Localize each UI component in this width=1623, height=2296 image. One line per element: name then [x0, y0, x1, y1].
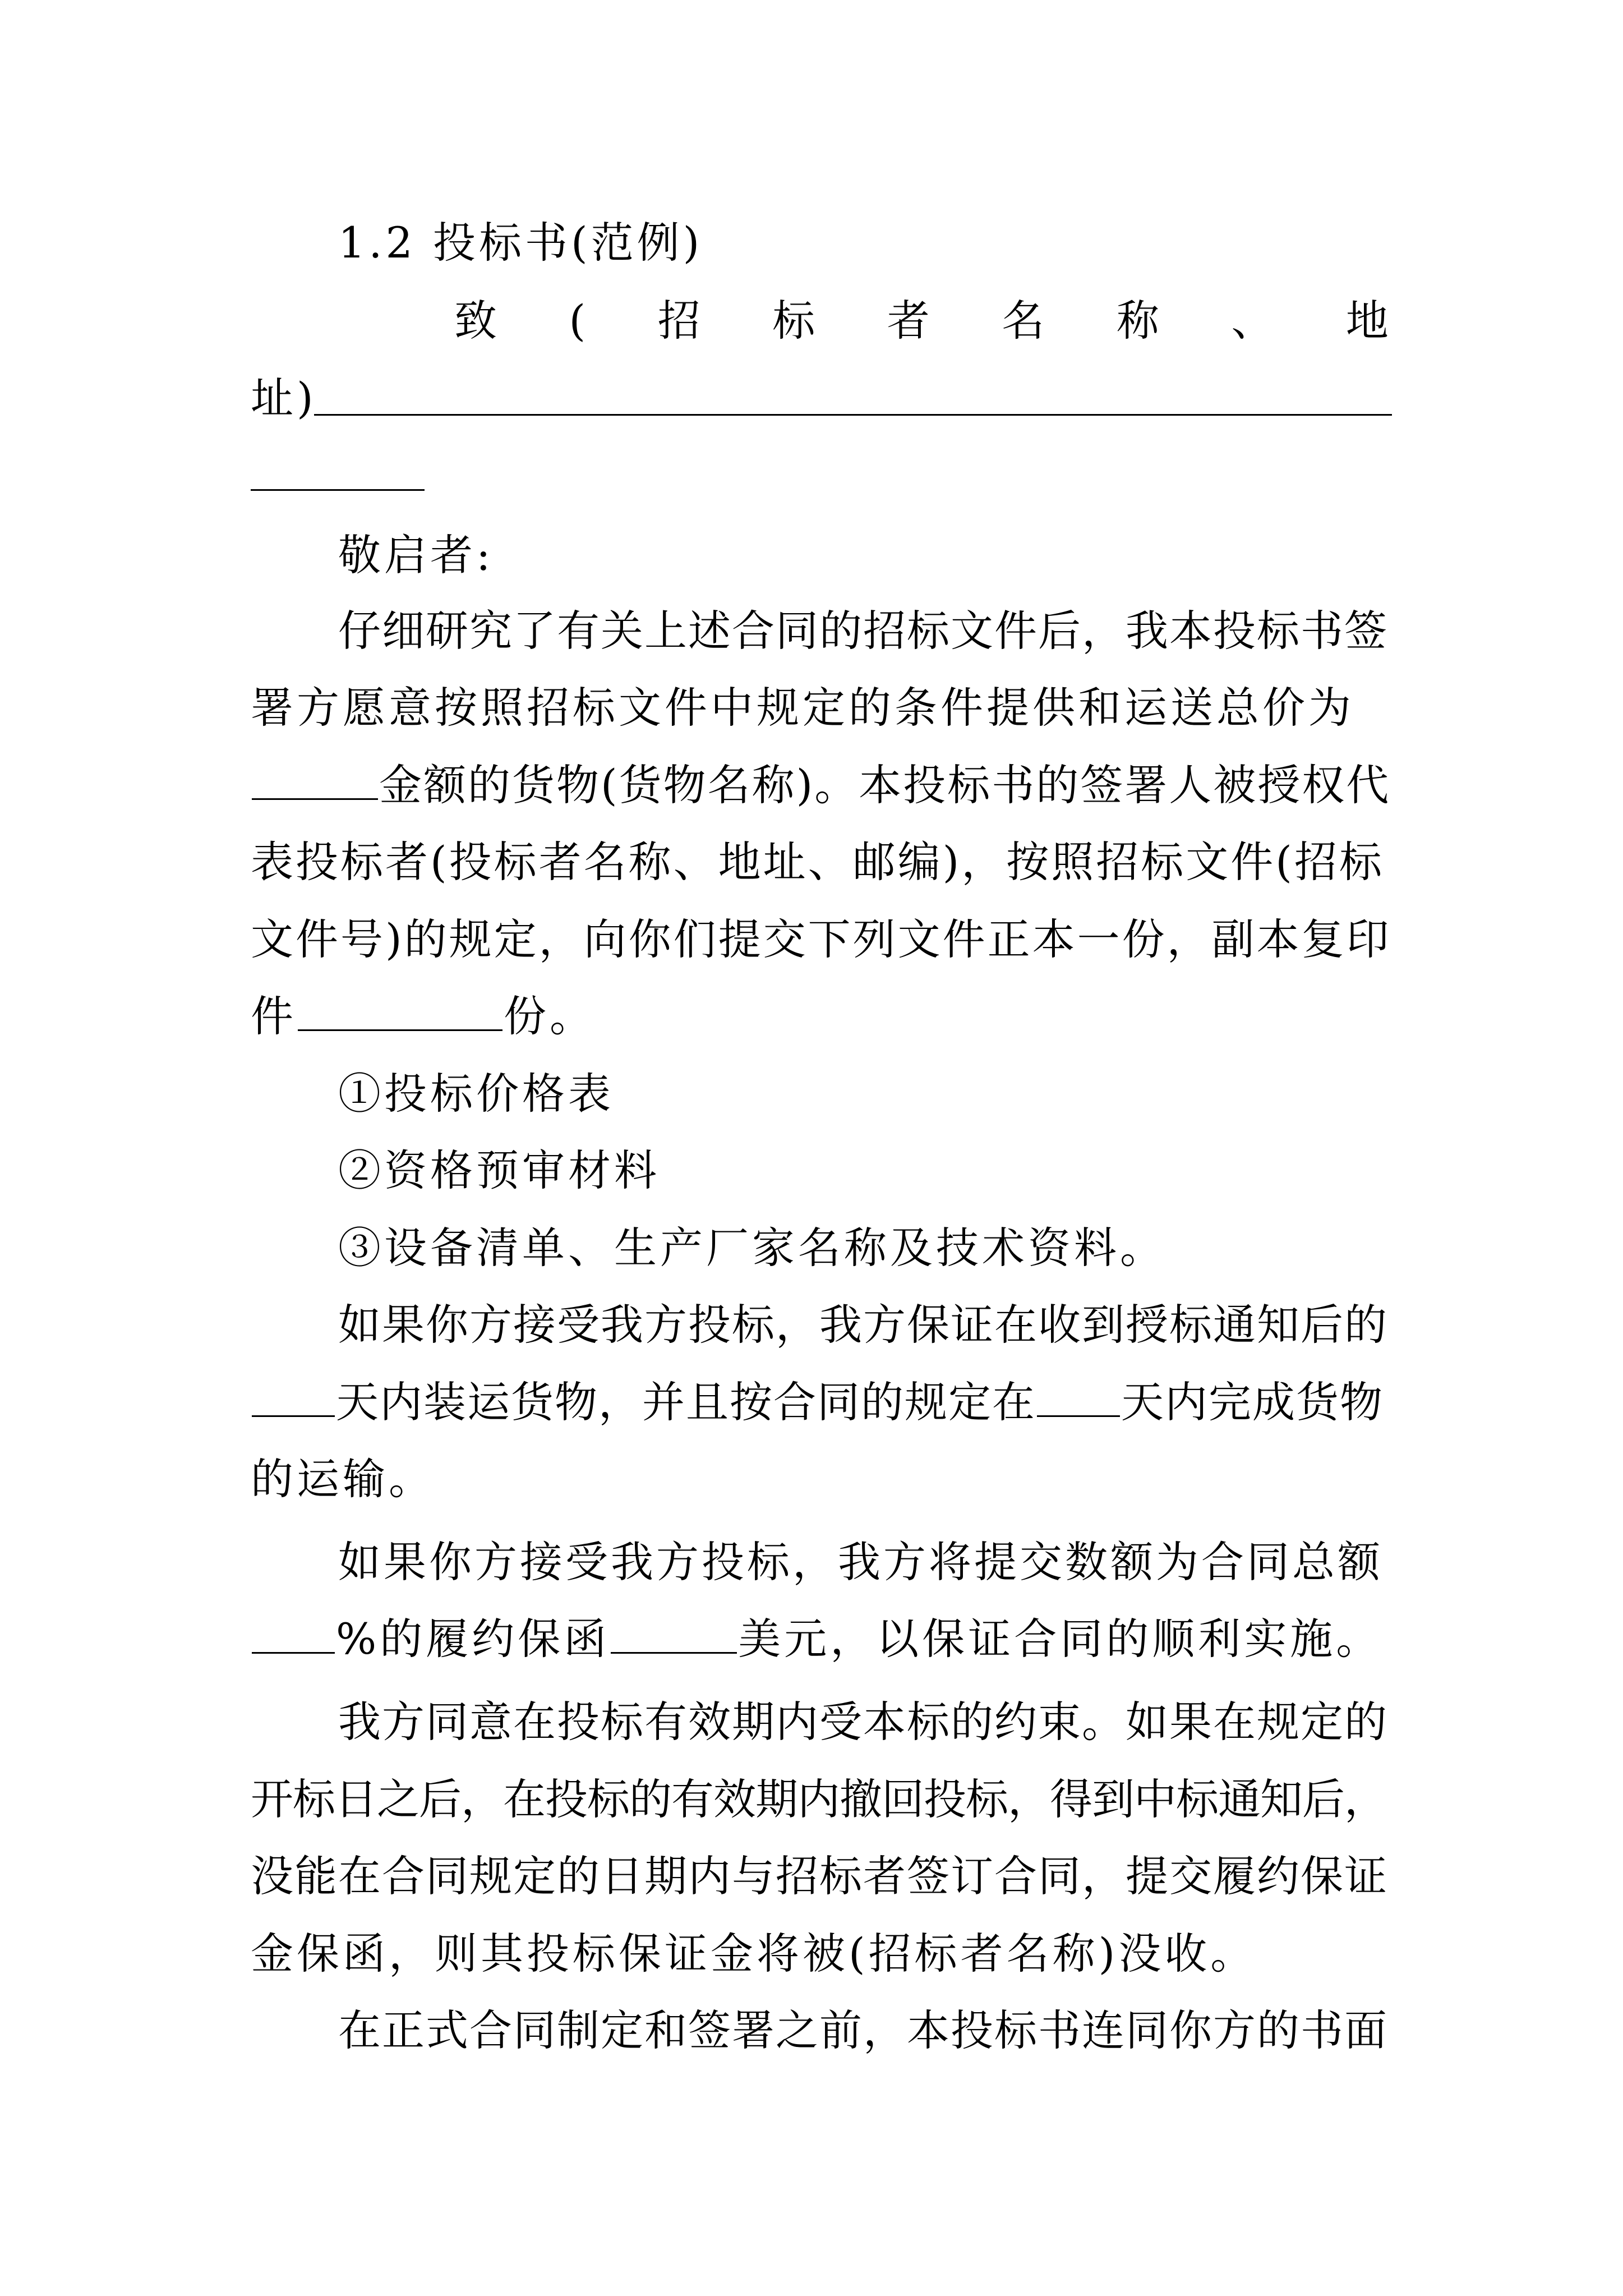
addressee-continuation: 址)	[251, 373, 317, 423]
para1-line1: 仔细研究了有关上述合同的招标文件后，我本投标书签	[338, 606, 1388, 656]
para2-line2-mid: 天内装运货物，并且按合同的规定在	[336, 1377, 1036, 1427]
copies-blank	[298, 990, 502, 1031]
para3-line1: 如果你方接受我方投标，我方将提交数额为合同总额	[338, 1537, 1383, 1587]
addressee-char: 致	[454, 296, 500, 346]
addressee-char: 招	[657, 296, 704, 346]
shipping-days-blank	[252, 1376, 335, 1417]
salutation: 敬启者:	[338, 530, 494, 580]
para2-line2-end: 天内完成货物	[1121, 1377, 1384, 1427]
addressee-blank-2	[251, 489, 425, 491]
para1-line3	[251, 757, 1392, 813]
addressee-char: 者	[887, 296, 933, 346]
para5-line1: 在正式合同制定和签署之前，本投标书连同你方的书面	[338, 2005, 1388, 2055]
para1-line6-end: 份。	[504, 991, 596, 1041]
heading: 1.2 投标书(范例)	[338, 218, 703, 268]
para4-line2: 开标日之后，在投标的有效期内撤回投标，得到中标通知后，	[251, 1774, 1386, 1824]
para1-line4: 表投标者(投标者名称、地址、邮编)，按照招标文件(招标	[251, 837, 1384, 887]
para2-line3: 的运输。	[251, 1454, 435, 1504]
para3-line2-end: 美元，以保证合同的顺利实施。	[738, 1614, 1382, 1664]
para2-line2	[251, 1374, 1392, 1430]
list-item: ①投标价格表	[338, 1069, 614, 1119]
addressee-line	[454, 293, 1392, 349]
list-item: ②资格预审材料	[338, 1145, 660, 1195]
percent-blank	[252, 1613, 335, 1654]
delivery-days-blank	[1037, 1376, 1120, 1417]
para1-line2: 署方愿意按照招标文件中规定的条件提供和运送总价为	[251, 683, 1354, 733]
list-item: ③设备清单、生产厂家名称及技术资料。	[338, 1223, 1166, 1273]
para3-line2-mid: %的履约保函	[336, 1614, 610, 1664]
para4-line4: 金保函，则其投标保证金将被(招标者名称)没收。	[251, 1929, 1257, 1978]
price-blank	[252, 759, 378, 800]
para4-line3: 没能在合同规定的日期内与招标者签订合同，提交履约保证	[251, 1851, 1388, 1901]
addressee-blank-1	[314, 414, 1392, 416]
addressee-char: 、	[1231, 296, 1278, 346]
para1-line6-start: 件	[251, 991, 297, 1041]
addressee-char: 标	[772, 296, 819, 346]
para1-line3-text: 金额的货物(货物名称)。本投标书的签署人被授权代	[379, 760, 1391, 810]
para1-line5: 文件号)的规定，向你们提交下列文件正本一份，副本复印	[251, 914, 1391, 964]
addressee-char: (	[569, 296, 589, 346]
para3-line2	[251, 1611, 1392, 1667]
addressee-char: 称	[1116, 296, 1163, 346]
addressee-char: 名	[1002, 296, 1048, 346]
addressee-char: 地	[1345, 296, 1392, 346]
para4-line1: 我方同意在投标有效期内受本标的约束。如果在规定的	[338, 1697, 1388, 1747]
para2-line1: 如果你方接受我方投标，我方保证在收到授标通知后的	[338, 1300, 1388, 1350]
para1-line6	[251, 988, 1392, 1045]
usd-amount-blank	[611, 1613, 737, 1654]
